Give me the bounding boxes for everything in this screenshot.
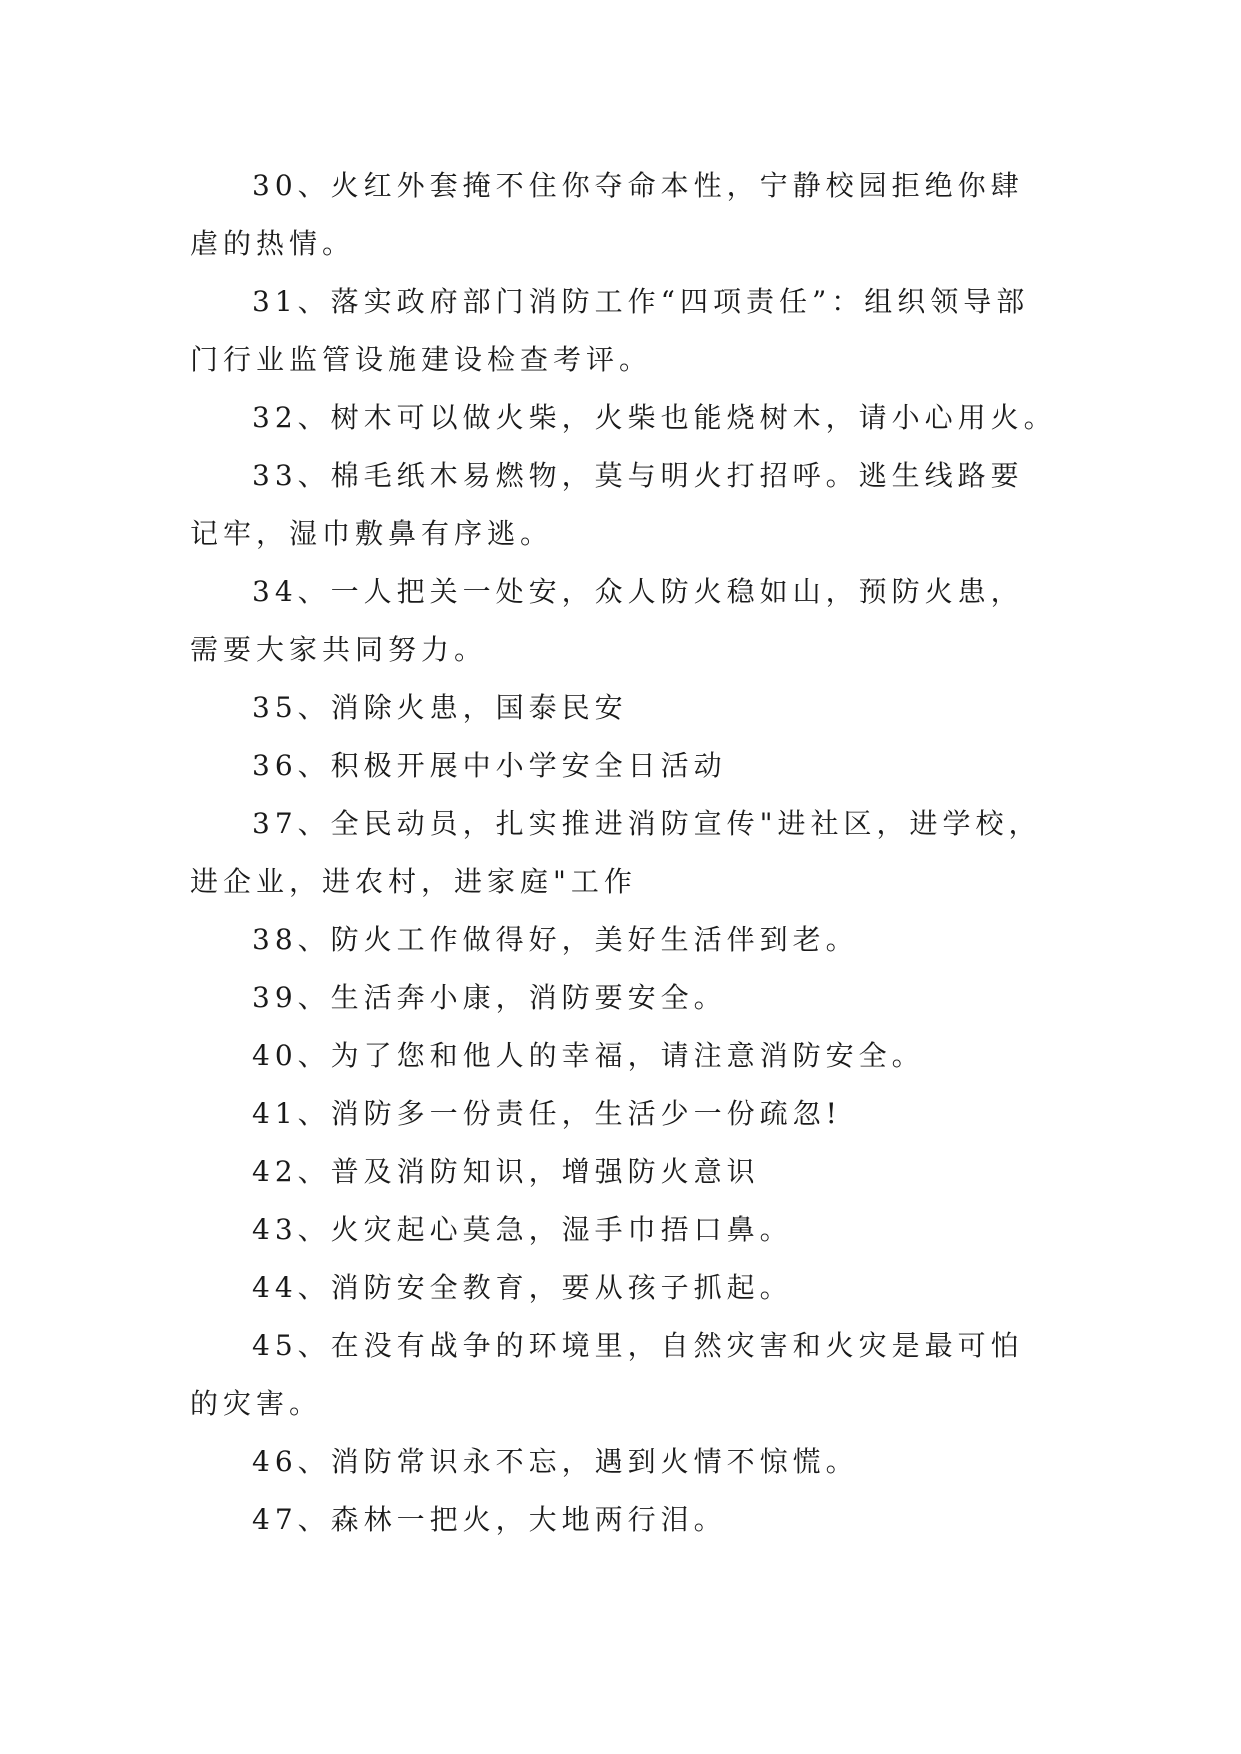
paragraph-42: 42、普及消防知识，增强防火意识 bbox=[252, 1155, 760, 1188]
paragraph-44: 44、消防安全教育，要从孩子抓起。 bbox=[252, 1271, 793, 1304]
paragraph-30: 30、火红外套掩不住你夺命本性，宁静校园拒绝你肆虐的热情。 bbox=[190, 169, 1024, 260]
paragraph-36: 36、积极开展中小学安全日活动 bbox=[252, 749, 727, 782]
paragraph-37: 37、全民动员，扎实推进消防宣传"进社区，进学校，进企业，进农村，进家庭"工作 bbox=[190, 807, 1042, 898]
paragraph-34: 34、一人把关一处安，众人防火稳如山，预防火患，需要大家共同努力。 bbox=[190, 575, 1024, 666]
paragraph-45: 45、在没有战争的环境里，自然灾害和火灾是最可怕的灾害。 bbox=[190, 1329, 1024, 1420]
paragraph-33: 33、棉毛纸木易燃物，莫与明火打招呼。逃生线路要记牢，湿巾敷鼻有序逃。 bbox=[190, 459, 1024, 550]
paragraph-46: 46、消防常识永不忘，遇到火情不惊慌。 bbox=[252, 1445, 859, 1478]
paragraph-41: 41、消防多一份责任，生活少一份疏忽! bbox=[252, 1097, 842, 1130]
paragraph-35: 35、消除火患，国泰民安 bbox=[252, 691, 628, 724]
paragraph-43: 43、火灾起心莫急，湿手巾捂口鼻。 bbox=[252, 1213, 793, 1246]
paragraph-32: 32、树木可以做火柴，火柴也能烧树木，请小心用火。 bbox=[252, 401, 1057, 434]
paragraph-40: 40、为了您和他人的幸福，请注意消防安全。 bbox=[252, 1039, 925, 1072]
paragraph-47: 47、森林一把火，大地两行泪。 bbox=[252, 1503, 727, 1536]
document-body bbox=[190, 157, 1057, 1549]
paragraph-39: 39、生活奔小康，消防要安全。 bbox=[252, 981, 727, 1014]
paragraph-38: 38、防火工作做得好，美好生活伴到老。 bbox=[252, 923, 859, 956]
paragraph-31: 31、落实政府部门消防工作“四项责任”：组织领导部门行业监管设施建设检查考评。 bbox=[190, 285, 1030, 376]
